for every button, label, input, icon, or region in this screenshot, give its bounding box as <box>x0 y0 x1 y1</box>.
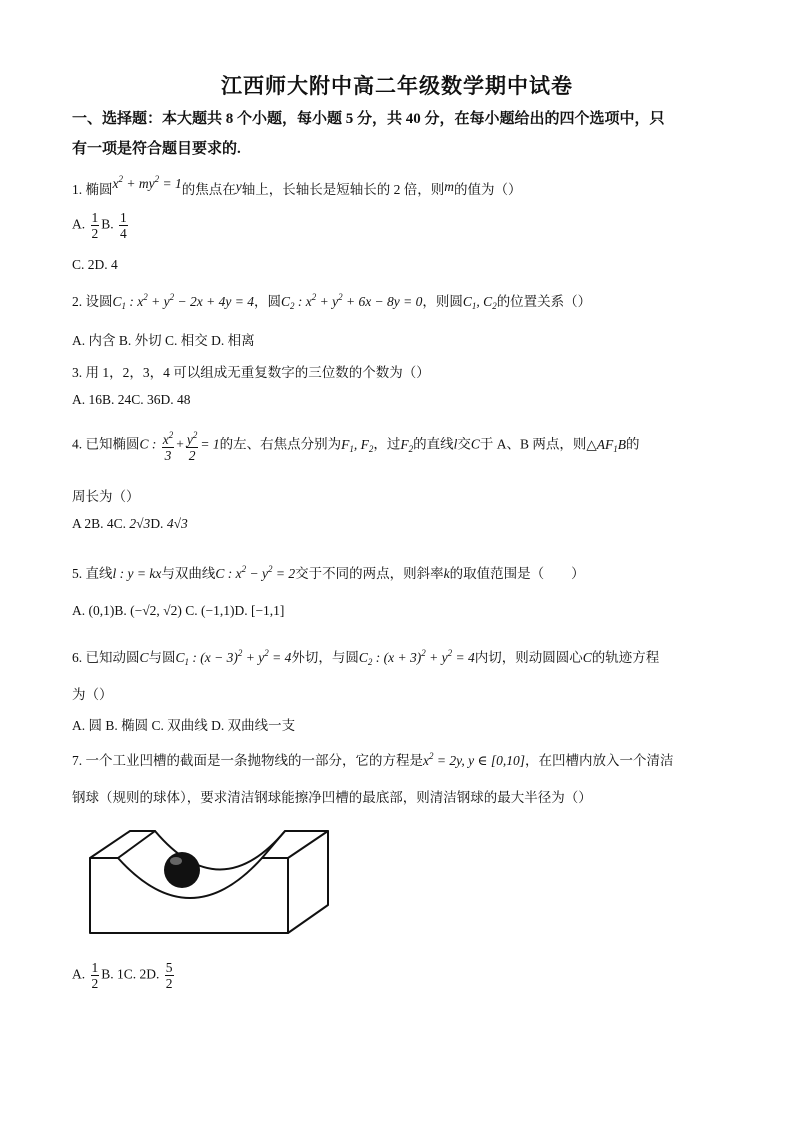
page-title: 江西师大附中高二年级数学期中试卷 <box>221 74 573 98</box>
steel-ball-highlight <box>170 857 182 865</box>
right-block-side <box>288 831 328 933</box>
question-1-options-ab: A. $\frac{1}{2}$ B. $\frac{1}{4}$ <box>72 210 127 241</box>
question-4-options: A 2B. 4C. 2√3D. 4√3 <box>72 516 188 531</box>
section-heading-line1: 一、选择题：本大题共 8 个小题，每小题 5 分，共 40 分，在每小题给出的四个选项中，只 <box>72 111 665 127</box>
question-4-stem: 4. 已知椭圆C : $\frac{x^2}{3}$ + $\frac{y^2}{2}$ = 1的左、右焦点分别为$F_1$, $F_2$，过$F_2$的直线l交C于 A、B 两点，则$\triangle AF_1B$的 <box>72 430 640 463</box>
question-7-stem: 7. 一个工业凹槽的截面是一条抛物线的一部分，它的方程是$x^2 = 2y$, y ∈ [0,10]，在凹槽内放入一个清洁 <box>72 751 674 768</box>
steel-ball <box>164 852 200 888</box>
question-6-stem-line2: 为（） <box>72 687 113 702</box>
question-3-options: A. 16B. 24C. 36D. 48 <box>72 392 191 407</box>
question-7-stem-line2: 钢球（规则的球体），要求清洁钢球能擦净凹槽的最底部，则清洁钢球的最大半径为（） <box>72 790 592 805</box>
question-6-stem: 6. 已知动圆C与圆$C_1$ : $(x - 3)^2 + y^2 = 4$外切，与圆$C_2$ : $(x + 3)^2 + y^2 = 4$内切，则动圆圆心C的轨迹方程 <box>72 648 660 667</box>
question-5-options: A. (0,1)B. (−√2, √2) C. (−1,1)D. [−1,1] <box>72 603 285 618</box>
question-5-stem: 5. 直线l : y = kx与双曲线C : $x^2 - y^2 = 2$交于不同的两点，则斜率k的取值范围是（ ） <box>72 564 585 581</box>
section-heading <box>72 104 722 164</box>
question-3-stem: 3. 用 1，2，3，4 可以组成无重复数字的三位数的个数为（） <box>72 365 430 380</box>
question-2-options: A. 内含 B. 外切 C. 相交 D. 相离 <box>72 333 255 348</box>
q1-equation: $x^2 + my^2 = 1$ <box>112 174 182 191</box>
question-6-options: A. 圆 B. 椭圆 C. 双曲线 D. 双曲线一支 <box>72 718 296 733</box>
question-7-options: A. $\frac{1}{2}$ B. 1C. 2D. $\frac{5}{2}$ <box>72 960 173 991</box>
section-heading-line2: 有一项是符合题目要求的. <box>72 141 241 157</box>
left-block-top <box>90 831 155 858</box>
question-1-stem: 1. 椭圆$x^2 + my^2 = 1$的焦点在y轴上，长轴长是短轴长的 2 倍，则m的值为（） <box>72 174 522 197</box>
question-1-options-cd: C. 2D. 4 <box>72 257 118 272</box>
groove-figure <box>80 823 335 943</box>
question-2-stem: 2. 设圆$C_1$ : $x^2 + y^2 - 2x + 4y = 4$，圆$C_2$ : $x^2 + y^2 + 6x - 8y = 0$，则圆$C_1$, $C_2$的位置关系（） <box>72 292 592 311</box>
question-4-stem-line2: 周长为（） <box>72 489 140 504</box>
